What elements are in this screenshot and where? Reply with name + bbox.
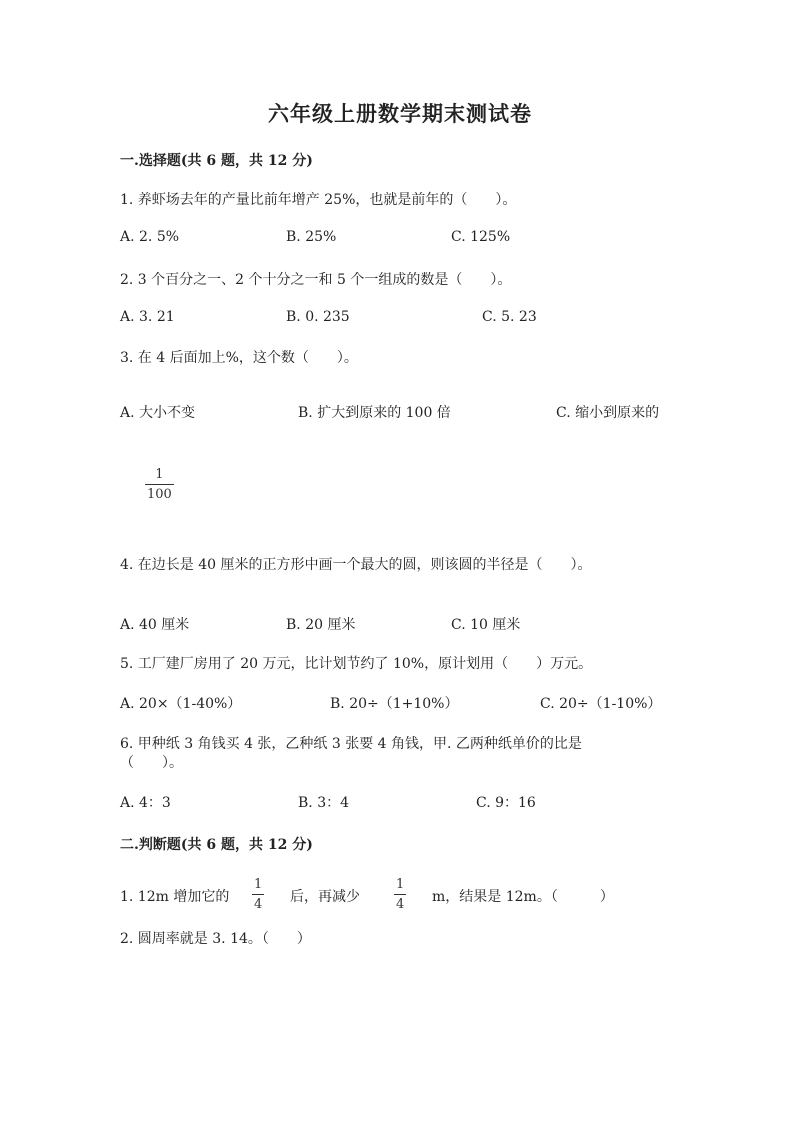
page-title: 六年级上册数学期末测试卷 xyxy=(268,101,532,126)
fraction-denominator: 4 xyxy=(396,897,405,912)
fraction-denominator: 4 xyxy=(254,897,263,912)
question-4-stem: 4. 在边长是 40 厘米的正方形中画一个最大的圆，则该圆的半径是（ ）。 xyxy=(120,557,592,573)
question-4-option-b: B. 20 厘米 xyxy=(286,617,356,633)
section-heading-judgment: 二.判断题(共 6 题，共 12 分) xyxy=(120,837,313,853)
fraction-bar xyxy=(252,894,264,895)
question-1-option-c: C. 125% xyxy=(451,229,511,245)
question-4-option-a: A. 40 厘米 xyxy=(120,617,190,633)
fraction-bar xyxy=(145,484,174,485)
question-2-stem: 2. 3 个百分之一、2 个十分之一和 5 个一组成的数是（ ）。 xyxy=(120,272,512,288)
question-1-stem: 1. 养虾场去年的产量比前年增产 25%，也就是前年的（ ）。 xyxy=(120,192,517,208)
question-3-option-c: C. 缩小到原来的 xyxy=(556,405,660,421)
judgment-1-fraction-1 xyxy=(252,877,264,912)
question-2-option-c: C. 5. 23 xyxy=(482,309,537,325)
question-3-option-a: A. 大小不变 xyxy=(120,405,196,421)
question-3-fraction xyxy=(145,467,174,502)
question-3-stem: 3. 在 4 后面加上%，这个数（ ）。 xyxy=(120,350,358,366)
question-2-option-b: B. 0. 235 xyxy=(286,309,350,325)
judgment-1-part2: 后，再减少 xyxy=(290,889,360,905)
fraction-numerator: 1 xyxy=(254,877,263,892)
question-1-option-b: B. 25% xyxy=(286,229,337,245)
question-6-stem-line1: 6. 甲种纸 3 角钱买 4 张，乙种纸 3 张要 4 角钱，甲. 乙两种纸单价的比是 xyxy=(120,736,582,752)
judgment-1-part3: m，结果是 12m。（ ） xyxy=(432,889,614,905)
judgment-2-stem: 2. 圆周率就是 3. 14。（ ） xyxy=(120,931,311,947)
fraction-numerator: 1 xyxy=(155,467,164,482)
question-3-option-b: B. 扩大到原来的 100 倍 xyxy=(298,405,451,421)
question-1-option-a: A. 2. 5% xyxy=(120,229,180,245)
question-6-stem-line2: （ ）。 xyxy=(120,755,183,771)
question-5-option-b: B. 20÷（1+10%） xyxy=(330,696,459,712)
section-heading-choice: 一.选择题(共 6 题，共 12 分) xyxy=(120,153,313,169)
question-5-option-c: C. 20÷（1-10%） xyxy=(540,696,662,712)
question-2-option-a: A. 3. 21 xyxy=(120,309,175,325)
question-6-option-a: A. 4：3 xyxy=(120,795,171,811)
question-4-option-c: C. 10 厘米 xyxy=(451,617,521,633)
question-5-option-a: A. 20×（1-40%） xyxy=(120,696,242,712)
fraction-denominator: 100 xyxy=(147,487,172,502)
fraction-bar xyxy=(394,894,406,895)
fraction-numerator: 1 xyxy=(396,877,405,892)
judgment-1-fraction-2 xyxy=(394,877,406,912)
question-5-stem: 5. 工厂建厂房用了 20 万元，比计划节约了 10%，原计划用（ ）万元。 xyxy=(120,656,593,672)
judgment-1-part1: 1. 12m 增加它的 xyxy=(120,889,230,905)
question-6-option-b: B. 3：4 xyxy=(298,795,350,811)
question-6-option-c: C. 9：16 xyxy=(476,795,536,811)
